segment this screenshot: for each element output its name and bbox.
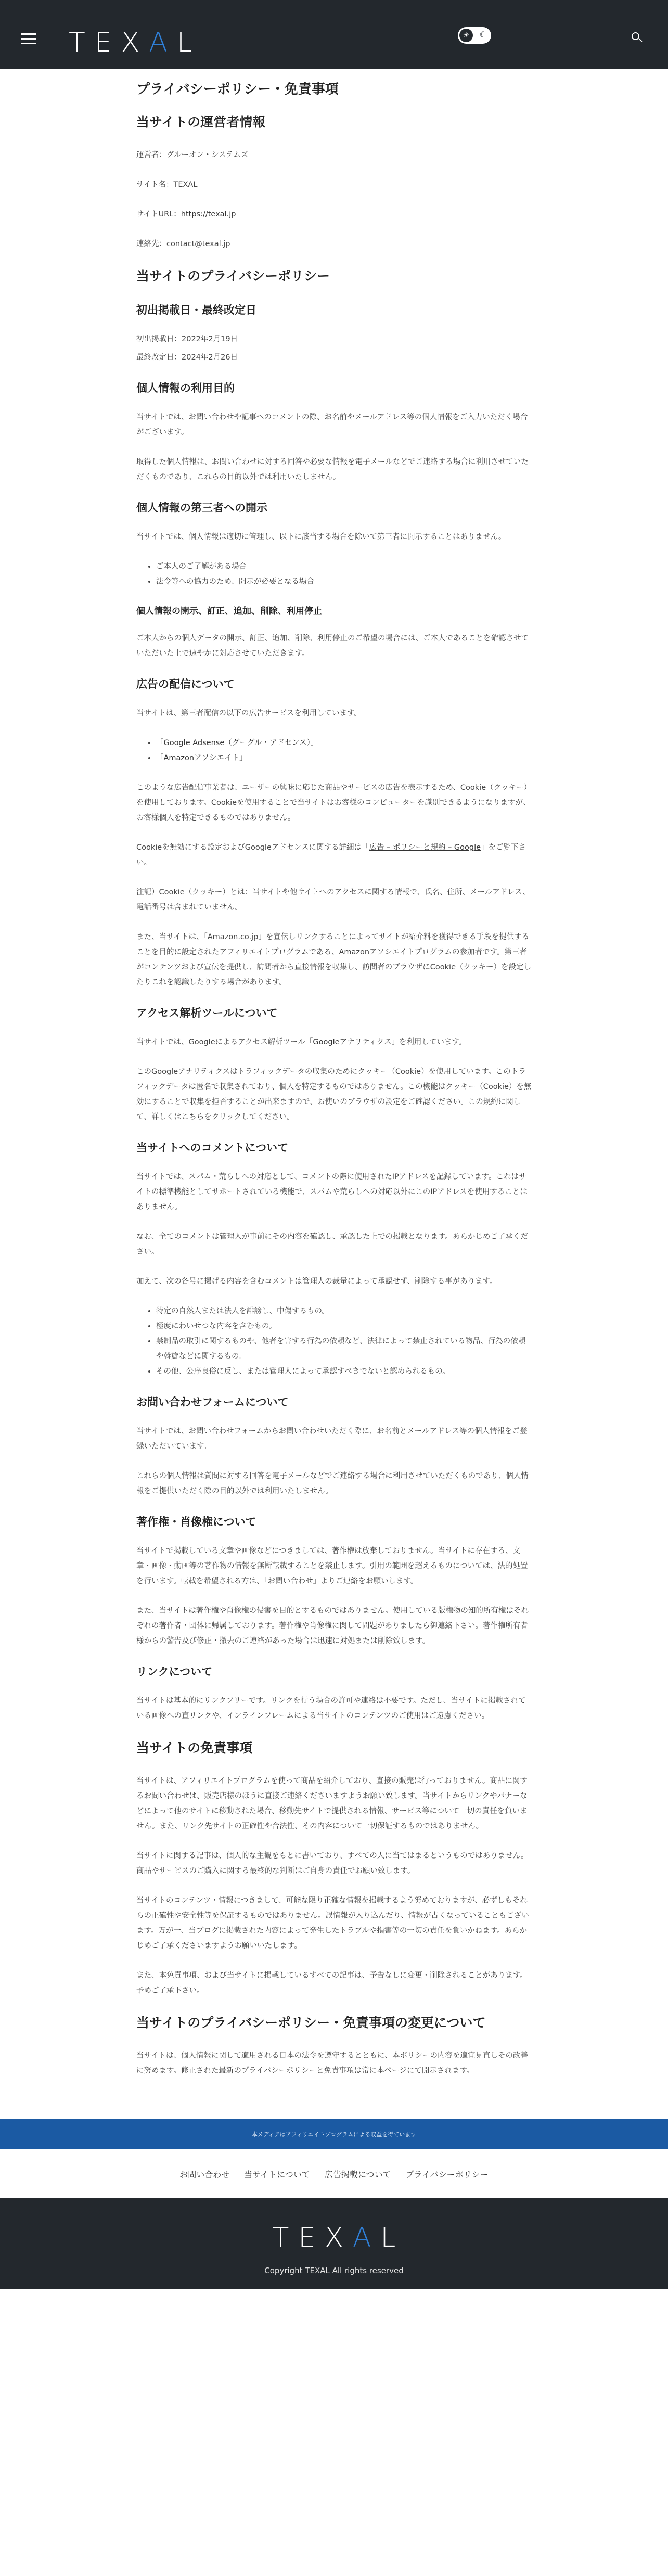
links-paragraph: 当サイトは基本的にリンクフリーです。リンクを行う場合の許可や連絡は不要です。ただし、当サイトに掲載されている画像への直リンクや、インラインフレームによる当サイトのコンテンツのご使用はご遠慮ください。: [136, 1697, 526, 1720]
links-heading: リンクについて: [136, 1665, 213, 1678]
last-revised-date: 最終改定日：2024年2月26日: [136, 353, 238, 362]
data-request-heading: 個人情報の開示、訂正、追加、削除、利用停止: [136, 606, 322, 617]
list-item: • 「Amazonアソシエイト」: [156, 751, 532, 766]
analytics-paragraph: 当サイトでは、Googleによるアクセス解析ツール「Googleアナリティクス」を利用しています。: [136, 1038, 467, 1046]
site-url-link[interactable]: https://texal.jp: [181, 210, 236, 219]
amazon-associate-link[interactable]: Amazonアソシエイト: [163, 754, 240, 762]
ads-paragraph: 当サイトは、第三者配信の以下の広告サービスを利用しています。: [136, 709, 362, 717]
google-adsense-link[interactable]: Google Adsense（グーグル・アドセンス）: [163, 739, 311, 747]
operator-heading: 当サイトの運営者情報: [136, 114, 266, 130]
comments-paragraph: なお、全てのコメントは管理人が事前にその内容を確認し、承認した上での掲載となります。あらかじめご了承ください。: [136, 1233, 528, 1256]
operator-section: [136, 112, 532, 252]
disclaimer-section: [136, 1738, 532, 1998]
data-request-paragraph: ご本人からの個人データの開示、訂正、追加、削除、利用停止のご希望の場合には、ご本人であることを確認させていただいた上で速やかに対応させていただきます。: [136, 634, 529, 658]
footer-link-advertising[interactable]: 広告掲載について: [324, 2169, 391, 2180]
search-icon[interactable]: [632, 32, 643, 44]
list-item: • 法令等への協力のため、開示が必要となる場合: [156, 574, 532, 589]
contact-form-heading: お問い合わせフォームについて: [136, 1396, 289, 1408]
contact-form-section: [136, 1394, 532, 1499]
purpose-heading: 個人情報の利用目的: [136, 382, 235, 394]
disclosure-paragraph: 当サイトでは、個人情報は適切に管理し、以下に該当する場合を除いて第三者に開示することはありません。: [136, 533, 506, 541]
list-item: • 禁制品の取引に関するものや、他者を害する行為の依頼など、法律によって禁止されている物品、行為の依頼や斡旋などに関するもの。: [156, 1334, 532, 1364]
footer-link-about[interactable]: 当サイトについて: [244, 2169, 310, 2180]
site-footer: [0, 2198, 668, 2289]
analytics-terms-link[interactable]: こちら: [181, 1113, 204, 1121]
ads-section: [136, 676, 532, 990]
ads-heading: 広告の配信について: [136, 678, 235, 690]
footer-logo[interactable]: TEXAL: [272, 2222, 405, 2253]
comments-section: [136, 1139, 532, 1379]
disclaimer-paragraph: 当サイトのコンテンツ・情報につきまして、可能な限り正確な情報を掲載するよう努めておりますが、必ずしもそれらの正確性や安全性等を保証するものではありません。誤情報が入り込んだり、情報が古くなっていることもございます。万が一、当ブログに掲載された内容によって発生したトラブルや損害等の一切の責任を負いかねます。あらかじめご了承くださいますようお願いいたします。: [136, 1896, 529, 1950]
comments-paragraph: 加えて、次の各号に掲げる内容を含むコメントは管理人の裁量によって承認せず、削除する事があります。: [136, 1277, 497, 1286]
disclaimer-paragraph: また、本免責事項、および当サイトに掲載しているすべての記事は、予告なしに変更・削除されることがあります。予めご了承下さい。: [136, 1971, 528, 1995]
privacy-policy-section: [136, 266, 532, 365]
google-ad-policy-link[interactable]: 広告 – ポリシーと規約 – Google: [369, 843, 481, 852]
site-header: [0, 0, 668, 69]
analytics-heading: アクセス解析ツールについて: [136, 1007, 278, 1019]
links-section: [136, 1663, 532, 1724]
cookie-note: 注記）Cookie（クッキー）とは：当サイトや他サイトへのアクセスに関する情報で、氏名、住所、メールアドレス、電話番号は含まれていません。: [136, 888, 530, 912]
affiliate-notice-banner: 本メディアはアフィリエイトプログラムによる収益を得ています: [0, 2119, 668, 2149]
dates-heading: 初出掲載日・最終改定日: [136, 304, 256, 316]
moon-icon: ☾: [479, 30, 487, 40]
amazon-paragraph: また、当サイトは、「Amazon.co.jp」を宣伝しリンクすることによってサイトが紹介料を獲得できる手段を提供することを目的に設定されたアフィリエイトプログラムである、Amazonアソシエイトプログラムの参加者です。第三者がコンテンツおよび宣伝を提供し、訪問者から直接情報を収集し、訪問者のブラウザにCookie（クッキー）を設定したりこれを認識したりする場合があります。: [136, 933, 531, 986]
footer-link-privacy[interactable]: プライバシーポリシー: [405, 2169, 489, 2180]
analytics-section: [136, 1005, 532, 1125]
footer-nav: [0, 2149, 668, 2198]
google-analytics-link[interactable]: Googleアナリティクス: [313, 1038, 392, 1046]
list-item: • その他、公序良俗に反し、または管理人によって承認すべきでないと認められるもの。: [156, 1364, 532, 1379]
ads-paragraph: Cookieを無効にする設定およびGoogleアドセンスに関する詳細は「広告 – ポリシーと規約 – Google」をご覧下さい。: [136, 843, 526, 867]
comments-paragraph: 当サイトでは、スパム・荒らしへの対応として、コメントの際に使用されたIPアドレスを記録しています。これはサイトの標準機能としてサポートされている機能で、スパムや荒らしへの対応以外にこのIPアドレスを使用することはありません。: [136, 1173, 528, 1211]
purpose-section: [136, 380, 532, 485]
contact-form-paragraph: 当サイトでは、お問い合わせフォームからお問い合わせいただく際に、お名前とメールアドレス等の個人情報をご登録いただいています。: [136, 1427, 528, 1451]
ad-services-list: [156, 736, 532, 766]
main-content: [136, 69, 532, 2114]
disclosure-heading: 個人情報の第三者への開示: [136, 502, 267, 514]
ads-paragraph: このような広告配信事業者は、ユーザーの興味に応じた商品やサービスの広告を表示するため、Cookie（クッキー）を使用しております。Cookieを使用することで当サイトはお客様のコンピューターを識別できるようになりますが、お客様個人を特定できるものではありません。: [136, 784, 532, 822]
copyright-heading: 著作権・肖像権について: [136, 1516, 256, 1528]
disclaimer-paragraph: 当サイトに関する記事は、個人的な主観をもとに書いており、すべての人に当てはまるというものではありません。商品やサービスのご購入に関する最終的な判断はご自身の責任でお願い致します。: [136, 1852, 529, 1875]
copyright-paragraph: 当サイトで掲載している文章や画像などにつきましては、著作権は放棄しておりません。当サイトに存在する、文章・画像・動画等の著作物の情報を無断転載することを禁止します。引用の範囲を超えるものについては、法的処置を行います。転載を希望される方は、「お問い合わせ」よりご連絡をお願いします。: [136, 1547, 528, 1585]
copyright-section: [136, 1514, 532, 1649]
list-item: • ご本人のご了解がある場合: [156, 559, 532, 574]
comments-heading: 当サイトへのコメントについて: [136, 1142, 289, 1154]
disclosure-section: [136, 499, 532, 661]
prohibited-content-list: [156, 1304, 532, 1379]
copyright-text: Copyright TEXAL All rights reserved: [264, 2266, 404, 2275]
privacy-policy-heading: 当サイトのプライバシーポリシー: [136, 268, 330, 284]
footer-link-contact[interactable]: お問い合わせ: [179, 2169, 230, 2180]
list-item: • 特定の自然人または法人を誹謗し、中傷するもの。: [156, 1304, 532, 1319]
analytics-paragraph: このGoogleアナリティクスはトラフィックデータの収集のためにクッキー（Cookie）を使用しています。このトラフィックデータは匿名で収集されており、個人を特定するものではありません。この機能はクッキー（Cookie）を無効にすることで収集を拒否することが出来ますので、お使いのブラウザの設定をご確認ください。この規約に関して、詳しくはこちらをクリックしてください。: [136, 1068, 532, 1121]
disclaimer-heading: 当サイトの免責事項: [136, 1740, 253, 1755]
site-logo[interactable]: TEXAL: [69, 27, 201, 58]
page-title: プライバシーポリシー・免責事項: [136, 82, 339, 97]
operator-name: 運営者：グルーオン・システムズ: [136, 151, 249, 159]
first-posted-date: 初出掲載日：2022年2月19日: [136, 335, 238, 343]
copyright-paragraph: また、当サイトは著作権や肖像権の侵害を目的とするものではありません。使用している版権物の知的所有権はそれぞれの著作者・団体に帰属しております。著作権や肖像権に関して問題がありましたら御連絡下さい。著作権所有者様からの警告及び修正・撤去のご連絡があった場合は迅速に対処または削除致します。: [136, 1607, 529, 1645]
list-item: • 「Google Adsense（グーグル・アドセンス）」: [156, 736, 532, 751]
disclaimer-paragraph: 当サイトは、アフィリエイトプログラムを使って商品を紹介しており、直接の販売は行っておりません。商品に関するお問い合わせは、販売店様のほうに直接ご連絡くださいますようお願い致します。当サイトからリンクやバナーなどによって他のサイトに移動された場合、移動先サイトで提供される情報、サービス等について一切の責任を負いません。また、リンク先サイトの正確性や合法性、その内容について一切保証するものではありません。: [136, 1777, 528, 1830]
policy-changes-paragraph: 当サイトは、個人情報に関して適用される日本の法令を遵守するとともに、本ポリシーの内容を適宜見直しその改善に努めます。修正された最新のプライバシーポリシーと免責事項は常に本ページにて開示されます。: [136, 2052, 528, 2075]
purpose-paragraph: 取得した個人情報は、お問い合わせに対する回答や必要な情報を電子メールなどでご連絡する場合に利用させていただくものであり、これらの目的以外では利用いたしません。: [136, 458, 529, 481]
site-name: サイト名：TEXAL: [136, 181, 198, 189]
disclosure-list: [156, 559, 532, 589]
policy-changes-heading: 当サイトのプライバシーポリシー・免責事項の変更について: [136, 2015, 486, 2030]
purpose-paragraph: 当サイトでは、お問い合わせや記事へのコメントの際、お名前やメールアドレス等の個人情報をご入力いただく場合がございます。: [136, 413, 528, 437]
contact-form-paragraph: これらの個人情報は質問に対する回答を電子メールなどでご連絡する場合に利用させていただくものであり、個人情報をご提供いただく際の目的以外では利用いたしません。: [136, 1472, 529, 1495]
site-url: サイトURL：https://texal.jp: [136, 210, 236, 219]
list-item: • 極度にわいせつな内容を含むもの。: [156, 1319, 532, 1334]
policy-changes-section: [136, 2013, 532, 2079]
contact-email: 連絡先：contact@texal.jp: [136, 240, 230, 248]
hamburger-menu-icon[interactable]: [21, 33, 36, 45]
dark-mode-toggle[interactable]: [458, 27, 491, 44]
sun-icon: ☀: [459, 29, 473, 42]
